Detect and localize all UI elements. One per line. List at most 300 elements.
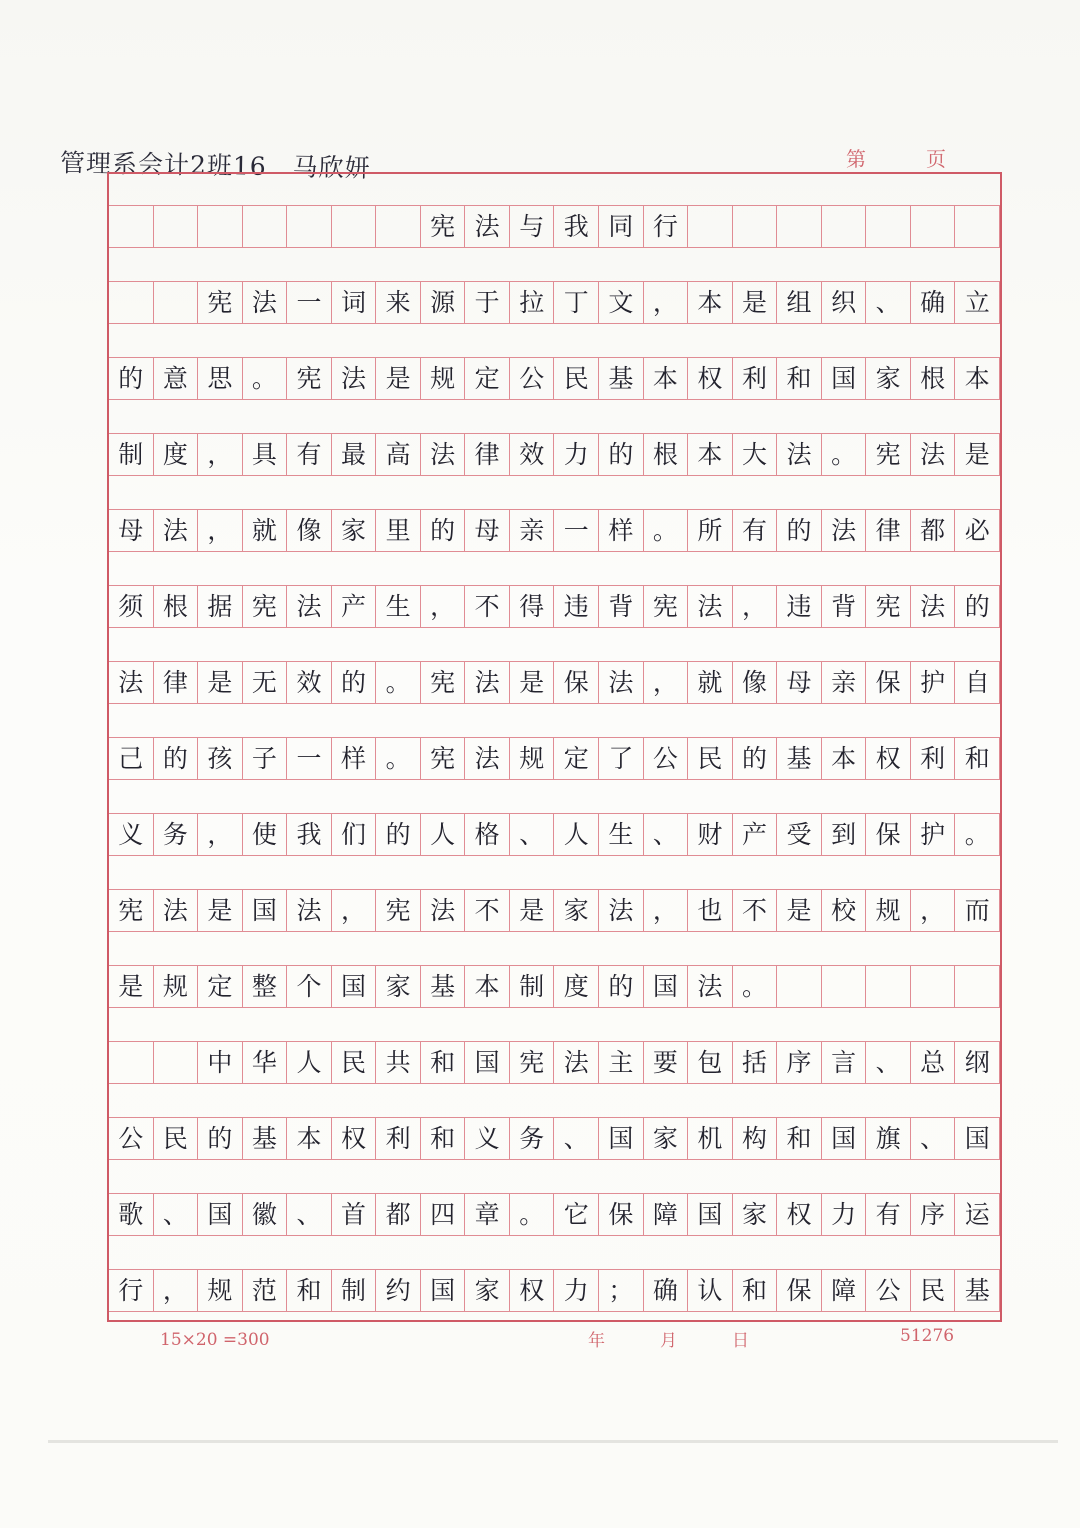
grid-cell: ，: [644, 282, 689, 323]
grid-cell: [777, 206, 822, 247]
grid-cell: 违: [777, 586, 822, 627]
grid-cell: 和: [777, 358, 822, 399]
grid-cell: 本: [822, 738, 867, 779]
grid-cell: 主: [599, 1042, 644, 1083]
grid-cell: 法: [421, 434, 466, 475]
grid-cell: 家: [866, 358, 911, 399]
grid-cell: 确: [911, 282, 956, 323]
grid-cell: 于: [465, 282, 510, 323]
grid-cell: 法: [243, 282, 288, 323]
grid-cell: 母: [465, 510, 510, 551]
grid-cell: 大: [733, 434, 778, 475]
grid-cell: 运: [955, 1194, 1000, 1235]
grid-cell: 民: [154, 1118, 199, 1159]
grid-cell: 违: [555, 586, 600, 627]
grid-cell: 义: [109, 814, 154, 855]
grid-cell: 使: [243, 814, 288, 855]
essay-line: [109, 1041, 1000, 1084]
grid-cell: 保: [555, 662, 600, 703]
grid-cell: 国: [465, 1042, 510, 1083]
grid-cell: 整: [243, 966, 288, 1007]
essay-line: [109, 661, 1000, 704]
grid-cell: 定: [198, 966, 243, 1007]
grid-cell: 国: [644, 966, 689, 1007]
grid-cell: 丁: [555, 282, 600, 323]
grid-cell: 就: [243, 510, 288, 551]
grid-cell: 力: [555, 434, 600, 475]
grid-cell: 护: [911, 814, 956, 855]
grid-cell: 法: [421, 890, 466, 931]
grid-cell: 据: [198, 586, 243, 627]
essay-line: [109, 357, 1000, 400]
grid-cell: 、: [866, 282, 911, 323]
grid-cell: [911, 966, 956, 1007]
essay-line: [109, 585, 1000, 628]
grid-cell: 和: [421, 1042, 466, 1083]
grid-cell: 力: [555, 1270, 600, 1311]
grid-cell: 法: [109, 662, 154, 703]
essay-line: [109, 737, 1000, 780]
grid-cell: 权: [866, 738, 911, 779]
grid-cell: 家: [465, 1270, 510, 1311]
grid-cell: 像: [287, 510, 332, 551]
grid-cell: 范: [243, 1270, 288, 1311]
grid-cell: 公: [644, 738, 689, 779]
grid-cell: 织: [822, 282, 867, 323]
grid-cell: 是: [510, 662, 555, 703]
grid-cell: [154, 1042, 199, 1083]
grid-cell: 的: [599, 434, 644, 475]
grid-cell: 权: [777, 1194, 822, 1235]
grid-cell: 基: [421, 966, 466, 1007]
essay-line: [109, 813, 1000, 856]
grid-cell: 是: [109, 966, 154, 1007]
grid-cell: 人: [287, 1042, 332, 1083]
grid-cell: 、: [911, 1118, 956, 1159]
grid-cell: 法: [154, 510, 199, 551]
page-label-prefix: 第: [846, 147, 866, 171]
grid-cell: 机: [688, 1118, 733, 1159]
grid-cell: 词: [332, 282, 377, 323]
grid-cell: 有: [866, 1194, 911, 1235]
grid-cell: 共: [376, 1042, 421, 1083]
grid-cell: 同: [599, 206, 644, 247]
essay-line: [109, 281, 1000, 324]
grid-cell: 效: [510, 434, 555, 475]
grid-cell: 亲: [822, 662, 867, 703]
grid-cell: 家: [376, 966, 421, 1007]
grid-cell: 定: [555, 738, 600, 779]
grid-cell: 立: [955, 282, 1000, 323]
manuscript-grid: [107, 172, 1002, 1322]
grid-cell: 是: [777, 890, 822, 931]
grid-cell: 校: [822, 890, 867, 931]
page-label-suffix: 页: [926, 147, 946, 171]
grid-cell: 本: [287, 1118, 332, 1159]
grid-cell: 国: [198, 1194, 243, 1235]
essay-line: [109, 1117, 1000, 1160]
grid-cell: 认: [688, 1270, 733, 1311]
grid-cell: 民: [332, 1042, 377, 1083]
grid-cell: 和: [955, 738, 1000, 779]
grid-cell: ，: [332, 890, 377, 931]
grid-cell: ，: [198, 434, 243, 475]
grid-cell: 国: [332, 966, 377, 1007]
grid-cell: 来: [376, 282, 421, 323]
grid-cell: 利: [911, 738, 956, 779]
grid-cell: 国: [688, 1194, 733, 1235]
grid-cell: 是: [198, 890, 243, 931]
grid-cell: 人: [555, 814, 600, 855]
grid-cell: 国: [599, 1118, 644, 1159]
grid-cell: [287, 206, 332, 247]
grid-cell: 家: [644, 1118, 689, 1159]
grid-cell: 和: [777, 1118, 822, 1159]
grid-cell: 家: [332, 510, 377, 551]
day-label: 日: [732, 1331, 749, 1351]
grid-cell: 生: [376, 586, 421, 627]
grid-cell: 背: [822, 586, 867, 627]
grid-cell: 法: [777, 434, 822, 475]
date-labels: [588, 1326, 804, 1351]
grid-cell: 、: [510, 814, 555, 855]
grid-cell: 、: [866, 1042, 911, 1083]
grid-cell: 宪: [421, 206, 466, 247]
grid-cell: 宪: [421, 662, 466, 703]
grid-cell: 制: [510, 966, 555, 1007]
paper-code: 51276: [900, 1326, 955, 1346]
grid-cell: [332, 206, 377, 247]
grid-cell: 意: [154, 358, 199, 399]
month-label: 月: [660, 1331, 677, 1351]
page-number-label: [846, 143, 946, 172]
paper-bottom-edge: [48, 1440, 1058, 1443]
grid-cell: 最: [332, 434, 377, 475]
grid-cell: 民: [911, 1270, 956, 1311]
grid-cell: 格: [465, 814, 510, 855]
grid-cell: 括: [733, 1042, 778, 1083]
grid-cell: 保: [777, 1270, 822, 1311]
grid-cell: 国: [822, 1118, 867, 1159]
grid-cell: 构: [733, 1118, 778, 1159]
grid-cell: 公: [866, 1270, 911, 1311]
grid-cell: 国: [243, 890, 288, 931]
essay-line: [109, 889, 1000, 932]
grid-cell: [866, 206, 911, 247]
grid-cell: 是: [376, 358, 421, 399]
grid-cell: 言: [822, 1042, 867, 1083]
grid-cell: 亲: [510, 510, 555, 551]
grid-cell: 保: [866, 662, 911, 703]
grid-cell: [109, 282, 154, 323]
grid-cell: 法: [911, 586, 956, 627]
essay-line: [109, 433, 1000, 476]
grid-cell: [688, 206, 733, 247]
grid-cell: 法: [822, 510, 867, 551]
grid-cell: 它: [555, 1194, 600, 1235]
grid-cell: 的: [955, 586, 1000, 627]
grid-cell: 法: [287, 890, 332, 931]
grid-cell: 定: [465, 358, 510, 399]
grid-cell: 本: [955, 358, 1000, 399]
grid-cell: 的: [777, 510, 822, 551]
grid-cell: 宪: [287, 358, 332, 399]
grid-cell: 的: [198, 1118, 243, 1159]
grid-cell: 制: [109, 434, 154, 475]
grid-cell: [154, 206, 199, 247]
grid-cell: 歌: [109, 1194, 154, 1235]
grid-cell: 有: [287, 434, 332, 475]
grid-cell: 是: [198, 662, 243, 703]
grid-cell: [733, 206, 778, 247]
grid-cell: 基: [777, 738, 822, 779]
grid-cell: 律: [866, 510, 911, 551]
grid-cell: 障: [644, 1194, 689, 1235]
grid-cell: 宪: [866, 434, 911, 475]
grid-cell: 的: [109, 358, 154, 399]
grid-cell: 华: [243, 1042, 288, 1083]
grid-cell: ；: [599, 1270, 644, 1311]
grid-cell: 的: [733, 738, 778, 779]
grid-cell: 样: [599, 510, 644, 551]
grid-cell: 家: [555, 890, 600, 931]
grid-cell: 法: [287, 586, 332, 627]
grid-cell: 务: [154, 814, 199, 855]
grid-cell: 中: [198, 1042, 243, 1083]
grid-cell: 子: [243, 738, 288, 779]
grid-cell: 制: [332, 1270, 377, 1311]
grid-cell: 到: [822, 814, 867, 855]
grid-cell: 要: [644, 1042, 689, 1083]
grid-cell: 基: [955, 1270, 1000, 1311]
grid-cell: 必: [955, 510, 1000, 551]
grid-cell: 受: [777, 814, 822, 855]
grid-cell: 一: [287, 282, 332, 323]
grid-cell: 拉: [510, 282, 555, 323]
grid-cell: 思: [198, 358, 243, 399]
grid-cell: 护: [911, 662, 956, 703]
grid-cell: 权: [332, 1118, 377, 1159]
grid-cell: 根: [154, 586, 199, 627]
grid-cell: 。: [822, 434, 867, 475]
grid-cell: 法: [154, 890, 199, 931]
grid-cell: 根: [911, 358, 956, 399]
grid-cell: 财: [688, 814, 733, 855]
grid-cell: 家: [733, 1194, 778, 1235]
grid-cell: 包: [688, 1042, 733, 1083]
grid-cell: 有: [733, 510, 778, 551]
grid-cell: 首: [332, 1194, 377, 1235]
grid-cell: 我: [555, 206, 600, 247]
grid-cell: 公: [109, 1118, 154, 1159]
grid-cell: [822, 966, 867, 1007]
grid-cell: 。: [243, 358, 288, 399]
grid-cell: 和: [421, 1118, 466, 1159]
grid-cell: 的: [376, 814, 421, 855]
grid-cell: 法: [599, 662, 644, 703]
grid-cell: 源: [421, 282, 466, 323]
grid-cell: 规: [154, 966, 199, 1007]
grid-cell: 、: [644, 814, 689, 855]
grid-cell: [109, 1042, 154, 1083]
grid-cell: 国: [822, 358, 867, 399]
grid-cell: 总: [911, 1042, 956, 1083]
grid-cell: 国: [421, 1270, 466, 1311]
grid-cell: 规: [510, 738, 555, 779]
grid-cell: 义: [465, 1118, 510, 1159]
grid-cell: ，: [644, 662, 689, 703]
grid-cell: 确: [644, 1270, 689, 1311]
grid-cell: 徽: [243, 1194, 288, 1235]
grid-cell: 宪: [243, 586, 288, 627]
grid-cell: 法: [465, 738, 510, 779]
grid-cell: 利: [733, 358, 778, 399]
grid-cell: 序: [777, 1042, 822, 1083]
grid-cell: 基: [599, 358, 644, 399]
grid-cell: 不: [733, 890, 778, 931]
grid-cell: 国: [955, 1118, 1000, 1159]
grid-cell: ，: [198, 814, 243, 855]
grid-cell: ，: [644, 890, 689, 931]
year-label: 年: [588, 1331, 605, 1351]
grid-cell: 、: [287, 1194, 332, 1235]
grid-cell: [866, 966, 911, 1007]
grid-cell: 宪: [109, 890, 154, 931]
grid-cell: 利: [376, 1118, 421, 1159]
grid-cell: 了: [599, 738, 644, 779]
grid-cell: 基: [243, 1118, 288, 1159]
grid-cell: 自: [955, 662, 1000, 703]
grid-cell: 也: [688, 890, 733, 931]
grid-cell: 的: [599, 966, 644, 1007]
grid-cell: 行: [109, 1270, 154, 1311]
grid-cell: 具: [243, 434, 288, 475]
grid-cell: 宪: [510, 1042, 555, 1083]
grid-cell: 产: [332, 586, 377, 627]
grid-cell: 。: [733, 966, 778, 1007]
author-name: 马欣妍: [292, 152, 371, 183]
grid-cell: 是: [510, 890, 555, 931]
grid-cell: 像: [733, 662, 778, 703]
grid-cell: 权: [688, 358, 733, 399]
grid-cell: 母: [777, 662, 822, 703]
grid-cell: [243, 206, 288, 247]
grid-cell: 保: [866, 814, 911, 855]
grid-cell: 法: [555, 1042, 600, 1083]
grid-cell: 己: [109, 738, 154, 779]
essay-line: [109, 965, 1000, 1008]
grid-cell: 孩: [198, 738, 243, 779]
grid-cell: 公: [510, 358, 555, 399]
grid-cell: [154, 282, 199, 323]
grid-cell: 和: [733, 1270, 778, 1311]
grid-cell: 力: [822, 1194, 867, 1235]
grid-cell: ，: [733, 586, 778, 627]
essay-line: [109, 1193, 1000, 1236]
grid-cell: 宪: [376, 890, 421, 931]
grid-cell: 约: [376, 1270, 421, 1311]
grid-cell: 都: [911, 510, 956, 551]
grid-cell: 宪: [421, 738, 466, 779]
grid-cell: 宪: [198, 282, 243, 323]
grid-cell: 纲: [955, 1042, 1000, 1083]
grid-cell: 法: [465, 662, 510, 703]
grid-cell: 规: [421, 358, 466, 399]
grid-cell: ，: [911, 890, 956, 931]
grid-cell: [109, 206, 154, 247]
grid-cell: [777, 966, 822, 1007]
grid-cell: 规: [198, 1270, 243, 1311]
grid-cell: 得: [510, 586, 555, 627]
grid-cell: 母: [109, 510, 154, 551]
grid-cell: 是: [955, 434, 1000, 475]
grid-cell: 度: [154, 434, 199, 475]
grid-cell: 、: [154, 1194, 199, 1235]
grid-cell: 的: [332, 662, 377, 703]
grid-cell: 就: [688, 662, 733, 703]
grid-cell: 法: [688, 966, 733, 1007]
grid-cell: 宪: [644, 586, 689, 627]
grid-cell: 和: [287, 1270, 332, 1311]
grid-cell: 须: [109, 586, 154, 627]
grid-cell: [376, 206, 421, 247]
grid-cell: 权: [510, 1270, 555, 1311]
grid-cell: 不: [465, 586, 510, 627]
grid-cell: 个: [287, 966, 332, 1007]
class-info: 管理系会计2班16: [59, 148, 267, 181]
grid-cell: 里: [376, 510, 421, 551]
essay-line: [109, 509, 1000, 552]
grid-cell: 法: [599, 890, 644, 931]
grid-cell: 背: [599, 586, 644, 627]
grid-cell: 。: [376, 662, 421, 703]
grid-cell: 旗: [866, 1118, 911, 1159]
grid-cell: 度: [555, 966, 600, 1007]
grid-cell: 高: [376, 434, 421, 475]
grid-cell: 保: [599, 1194, 644, 1235]
grid-cell: 样: [332, 738, 377, 779]
grid-cell: 根: [644, 434, 689, 475]
grid-cell: 组: [777, 282, 822, 323]
grid-cell: 法: [688, 586, 733, 627]
grid-cell: 一: [287, 738, 332, 779]
grid-cell: 律: [154, 662, 199, 703]
grid-cell: 法: [911, 434, 956, 475]
grid-cell: 人: [421, 814, 466, 855]
grid-cell: 而: [955, 890, 1000, 931]
grid-cell: ，: [154, 1270, 199, 1311]
grid-cell: 务: [510, 1118, 555, 1159]
grid-cell: 法: [465, 206, 510, 247]
grid-cell: [955, 966, 1000, 1007]
grid-cell: 生: [599, 814, 644, 855]
grid-cell: 宪: [866, 586, 911, 627]
grid-cell: 章: [465, 1194, 510, 1235]
grid-cell: 四: [421, 1194, 466, 1235]
grid-cell: 。: [376, 738, 421, 779]
grid-cell: 不: [465, 890, 510, 931]
grid-cell: 、: [555, 1118, 600, 1159]
grid-cell: 本: [688, 434, 733, 475]
grid-cell: 所: [688, 510, 733, 551]
grid-cell: 行: [644, 206, 689, 247]
grid-cell: 无: [243, 662, 288, 703]
grid-cell: 们: [332, 814, 377, 855]
grid-cell: 。: [510, 1194, 555, 1235]
grid-cell: 都: [376, 1194, 421, 1235]
grid-cell: 民: [555, 358, 600, 399]
title-row: [109, 205, 1000, 248]
